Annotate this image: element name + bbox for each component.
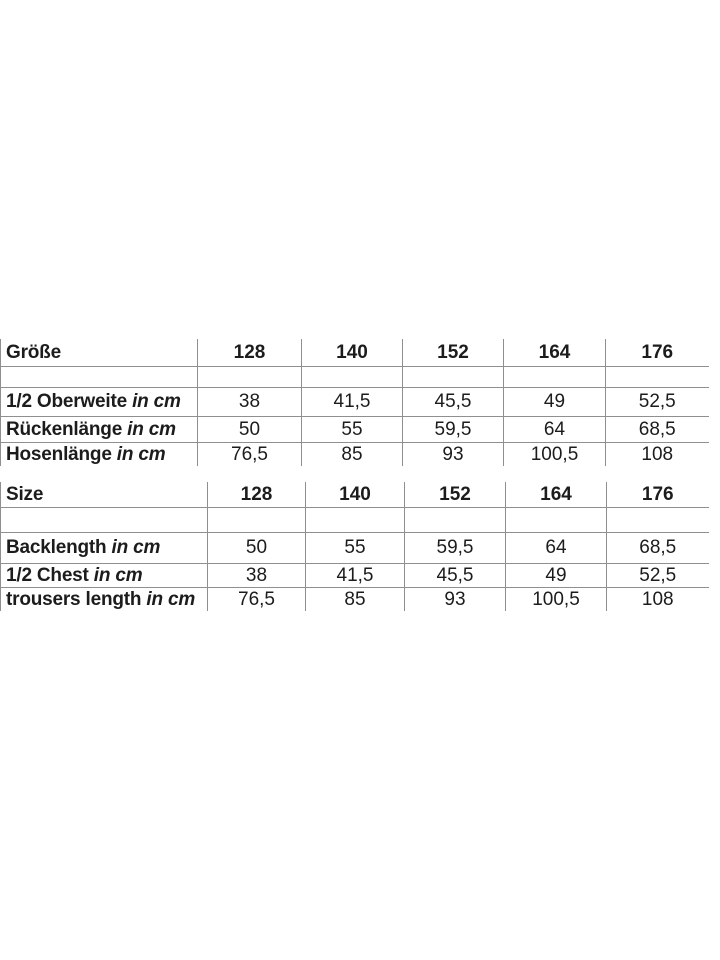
empty-cell (208, 507, 306, 532)
table-row-rueckenlaenge (1, 416, 709, 442)
size-value-cell: 85 (306, 587, 405, 611)
header-label-size: Size (1, 482, 208, 507)
empty-cell (198, 366, 302, 387)
measurement-unit: in cm (116, 443, 166, 465)
size-value-cell: 76,5 (198, 442, 302, 466)
empty-cell (506, 507, 607, 532)
size-value-cell: 108 (641, 443, 674, 465)
measurement-unit: in cm (111, 537, 161, 558)
measurement-name: Hosenlänge (6, 443, 112, 465)
size-value-cell: 45,5 (405, 563, 506, 587)
table-row-backlength (1, 532, 709, 563)
size-value-cell: 85 (302, 442, 403, 466)
empty-cell (306, 507, 405, 532)
size-column-header: 140 (302, 339, 403, 366)
size-value-cell: 52,5 (607, 563, 709, 587)
size-column-header: 128 (198, 339, 302, 366)
size-value-cell: 93 (403, 442, 504, 466)
measurement-unit: in cm (132, 391, 181, 412)
empty-cell (607, 507, 709, 532)
size-value-cell: 108 (641, 588, 674, 610)
spacer-row (1, 507, 709, 532)
size-column-header: 164 (504, 339, 606, 366)
size-table-german (0, 339, 709, 466)
row-label (1, 416, 198, 442)
row-label (1, 563, 208, 587)
size-column-header: 164 (506, 482, 607, 507)
empty-cell (1, 507, 208, 532)
empty-cell (405, 507, 506, 532)
size-value-cell: 64 (506, 532, 607, 563)
size-value-cell: 55 (302, 416, 403, 442)
measurement-unit: in cm (146, 588, 196, 610)
size-column-header: 128 (208, 482, 306, 507)
table-row-hosenlaenge (1, 442, 709, 466)
size-value-cell: 49 (506, 563, 607, 587)
measurement-name: Rückenlänge (6, 418, 123, 440)
empty-cell (403, 366, 504, 387)
size-value-cell: 68,5 (606, 416, 709, 442)
measurement-name: 1/2 Chest (6, 564, 89, 586)
size-column-header: 176 (607, 482, 709, 507)
measurement-name: Backlength (6, 537, 107, 558)
size-value-cell: 76,5 (208, 587, 306, 611)
size-value-cell: 59,5 (405, 532, 506, 563)
size-value-cell: 100,5 (504, 442, 606, 466)
size-value-cell: 50 (198, 416, 302, 442)
measurement-name: trousers length (6, 588, 142, 610)
size-column-header: 152 (405, 482, 506, 507)
table-header-row (1, 482, 709, 507)
size-value-cell: 64 (504, 416, 606, 442)
size-value-cell: 93 (405, 587, 506, 611)
empty-cell (1, 366, 198, 387)
measurement-unit: in cm (93, 564, 143, 586)
measurement-name: 1/2 Oberweite (6, 391, 127, 412)
size-value-cell: 38 (208, 563, 306, 587)
size-column-header: 140 (306, 482, 405, 507)
measurement-unit: in cm (127, 418, 176, 440)
empty-cell (504, 366, 606, 387)
size-value-cell: 38 (198, 387, 302, 416)
size-value-cell: 41,5 (302, 387, 403, 416)
size-value-cell: 41,5 (306, 563, 405, 587)
empty-cell (606, 366, 709, 387)
size-value-cell: 49 (504, 387, 606, 416)
table-header-row (1, 339, 709, 366)
size-value-cell: 55 (306, 532, 405, 563)
size-value-cell: 50 (208, 532, 306, 563)
row-label (1, 532, 208, 563)
table-row-trousers-length (1, 587, 709, 611)
row-label (1, 587, 208, 611)
size-value-cell: 45,5 (403, 387, 504, 416)
size-value-cell: 100,5 (506, 587, 607, 611)
row-label (1, 387, 198, 416)
spacer-row (1, 366, 709, 387)
size-table-english (0, 482, 709, 611)
empty-cell (302, 366, 403, 387)
header-label-groesse: Größe (1, 339, 198, 366)
size-column-header: 176 (606, 339, 709, 366)
size-value-cell: 59,5 (403, 416, 504, 442)
size-value-cell: 52,5 (606, 387, 709, 416)
table-row-chest (1, 563, 709, 587)
size-column-header: 152 (403, 339, 504, 366)
size-value-cell: 68,5 (607, 532, 709, 563)
row-label (1, 442, 198, 466)
table-row-oberweite (1, 387, 709, 416)
